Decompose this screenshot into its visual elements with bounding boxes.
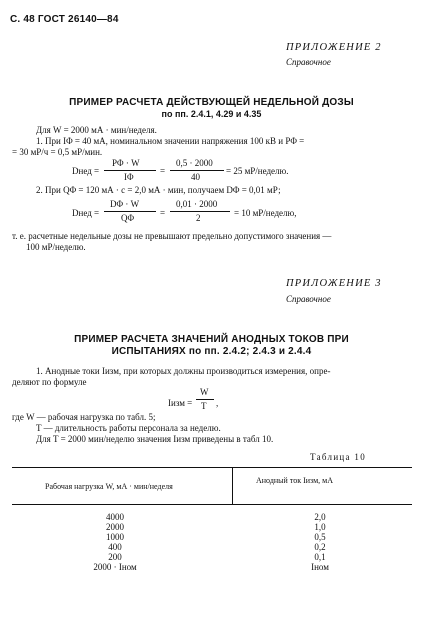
formula-2-result: = 10 мР/неделю, xyxy=(234,208,297,218)
formula-2-lhs: Dнед = xyxy=(72,208,100,218)
appendix-3-title-line2: ИСПЫТАНИЯХ по пп. 2.4.2; 2.4.3 и 2.4.4 xyxy=(111,346,312,357)
appendix-2-intro: Для W = 2000 мА · мин/неделя. xyxy=(36,125,157,135)
page-header: С. 48 ГОСТ 26140—84 xyxy=(10,14,119,25)
appendix-2-p2: 2. При QΦ = 120 мА · с = 2,0 мА · мин, получаем DΦ = 0,01 мР; xyxy=(36,185,281,195)
formula-2-den-2: 2 xyxy=(196,213,201,223)
table-cell-load: 4000 xyxy=(106,512,124,522)
fraction-bar xyxy=(196,399,214,400)
table-top-rule xyxy=(12,467,412,468)
appendix-3-type: Справочное xyxy=(286,294,331,304)
table-header-load: Рабочая нагрузка W, мА · мин/неделя xyxy=(45,482,173,491)
appendix-3-where-1: где W — рабочая нагрузка по табл. 5; xyxy=(12,412,156,422)
appendix-3-p1-line1: 1. Анодные токи Iизм, при которых должны производиться измерения, опре- xyxy=(36,366,331,376)
fraction-bar xyxy=(104,211,156,212)
appendix-3-label: ПРИЛОЖЕНИЕ 3 xyxy=(286,278,382,289)
formula-3-lhs: Iизм = xyxy=(168,398,193,408)
formula-1-num-1: PΦ · W xyxy=(112,158,140,168)
formula-3-den: T xyxy=(201,401,207,411)
fraction-bar xyxy=(170,211,230,212)
table-cell-current: 0,1 xyxy=(314,552,326,562)
formula-3-tail: , xyxy=(216,398,219,408)
appendix-2-conclusion-line1: т. е. расчетные недельные дозы не превышают предельно допустимого значения — xyxy=(12,231,332,241)
table-column-divider xyxy=(232,467,233,504)
appendix-2-subtitle: по пп. 2.4.1, 4.29 и 4.35 xyxy=(161,109,262,119)
appendix-2-conclusion-line2: 100 мР/неделю. xyxy=(26,242,86,252)
appendix-3-title-line1: ПРИМЕР РАСЧЕТА ЗНАЧЕНИЙ АНОДНЫХ ТОКОВ ПРИ xyxy=(74,334,349,345)
table-header-rule xyxy=(12,504,412,505)
table-caption: Таблица 10 xyxy=(310,452,366,462)
table-cell-load: 1000 xyxy=(106,532,124,542)
appendix-2-label: ПРИЛОЖЕНИЕ 2 xyxy=(286,42,382,53)
table-cell-load: 200 xyxy=(108,552,122,562)
formula-2-eq: = xyxy=(160,208,166,218)
appendix-2-title: ПРИМЕР РАСЧЕТА ДЕЙСТВУЮЩЕЙ НЕДЕЛЬНОЙ ДОЗЫ xyxy=(69,97,354,108)
formula-1-num-2: 0,5 · 2000 xyxy=(176,158,213,168)
appendix-2-p1-line2: = 30 мР/ч = 0,5 мР/мин. xyxy=(12,147,103,157)
fraction-bar xyxy=(104,170,156,171)
formula-2-den-1: QΦ xyxy=(121,213,135,223)
formula-2-num-1: DΦ · W xyxy=(110,199,140,209)
appendix-2-p1-line1: 1. При IΦ = 40 мА, номинальном значении напряжения 100 кВ и PΦ = xyxy=(36,136,305,146)
formula-3-num: W xyxy=(200,387,209,397)
table-cell-current: Iном xyxy=(311,562,329,572)
table-header-current: Анодный ток Iизм, мА xyxy=(256,476,334,485)
table-cell-current: 2,0 xyxy=(314,512,326,522)
table-cell-current: 0,5 xyxy=(314,532,326,542)
appendix-3-where-3: Для T = 2000 мин/неделю значения Iизм приведены в табл 10. xyxy=(36,434,274,444)
formula-1-eq: = xyxy=(160,166,166,176)
table-cell-current: 1,0 xyxy=(314,522,326,532)
appendix-2-type: Справочное xyxy=(286,57,331,67)
formula-1-den-2: 40 xyxy=(191,172,200,182)
fraction-bar xyxy=(170,170,224,171)
table-cell-current: 0,2 xyxy=(314,542,326,552)
table-cell-load: 2000 xyxy=(106,522,124,532)
appendix-3-p1-line2: деляют по формуле xyxy=(12,377,87,387)
formula-1-lhs: Dнед = xyxy=(72,166,100,176)
formula-2-num-2: 0,01 · 2000 xyxy=(176,199,218,209)
appendix-3-where-2: T — длительность работы персонала за неделю. xyxy=(36,423,221,433)
formula-1-den-1: IΦ xyxy=(124,172,134,182)
table-cell-load: 400 xyxy=(108,542,122,552)
table-cell-load: 2000 · Iном xyxy=(93,562,137,572)
formula-1-result: = 25 мР/неделю. xyxy=(226,166,289,176)
